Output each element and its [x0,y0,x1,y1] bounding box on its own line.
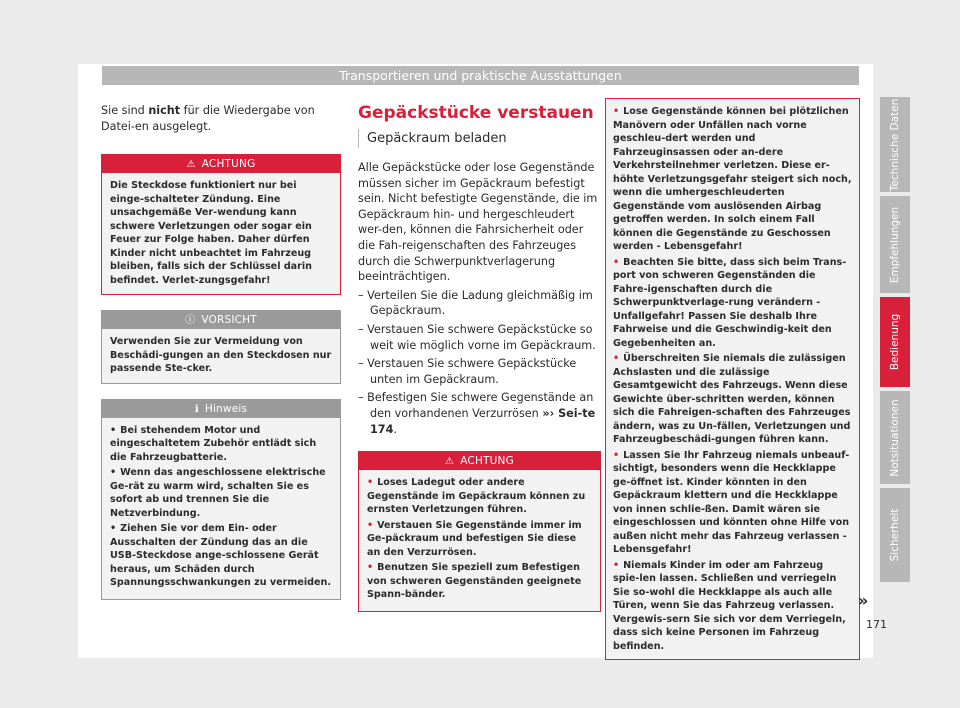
list-item: • Niemals Kinder im oder am Fahrzeug spie-len lassen. Schließen und verriegeln Sie so-wohl die Heckklappe als auch alle Türen, wenn Sie das Fahrzeug verlassen. Vergewis-sern Sie sich vor dem Verriegeln, dass sich keine Personen im Fahrzeug befinden. [613,559,846,652]
list-item: • Bei stehendem Motor und eingeschaltetem Zubehör entlädt sich die Fahrzeugbatterie. [110,424,317,463]
section-intro: Alle Gepäckstücke oder lose Gegenstände müssen sicher im Gepäckraum befestigt sein. Nicht befestigte Gegenstände, die im Gepäckraum hin- und hergeschleudert wer-den, können die Fahrsicherheit oder die Fah-reigenschaften des Fahrzeuges durch die Schwerpunktverlagerung beeinträchtigen. [358,161,598,284]
achtung-list [359,470,600,611]
list-item: • Loses Ladegut oder andere Gegenstände im Gepäckraum können zu ernsten Verletzungen führen. [367,477,586,516]
list-item: • Ziehen Sie vor dem Ein- oder Ausschalten der Zündung das an die USB-Steckdose ange-schlossene Gerät heraus, um Schäden durch Spannungsschwankungen zu vermeiden. [110,523,332,589]
note-icon: ℹ [194,403,199,415]
vorsicht-box [101,310,341,384]
vorsicht-label: VORSICHT [201,314,257,327]
tab-sicherheit[interactable]: Sicherheit [880,488,910,582]
page-number: 171 [866,618,887,631]
list-item: – Verstauen Sie schwere Gepäckstücke so weit wie möglich vorne im Gepäckraum. [358,322,596,352]
list-item: • Lose Gegenstände können bei plötzlichen Manövern oder Unfällen nach vorne geschleu-dert werden und Fahrzeuginsassen oder an-dere Verkehrsteilnehmer verletzen. Diese er-höhte Verletzungsgefahr steigert sich noch, wenn die umhergeschleuderten Gegenstände vom auslösenden Airbag getroffen werden. In solch einem Fall können die Gegenstände zu Geschossen werden - Lebensgefahr! [613,106,852,252]
hinweis-list [102,418,340,599]
vorsicht-text: Verwenden Sie zur Vermeidung von Beschädi-gungen an den Steckdosen nur passende Ste-cker. [102,329,340,383]
achtung-text: Die Steckdose funktioniert nur bei einge-schalteter Zündung. Eine unsachgemäße Ver-wendung kann schwere Verletzungen oder sogar ein Feuer zur Folge haben. Daher dürfen Kinder nicht unbeachtet im Fahrzeug bleiben, falls sich der Schlüssel darin befindet. Verlet-zungsgefahr! [102,173,340,294]
info-circle-icon: ⓘ [185,315,196,327]
continue-arrow-icon: » [858,591,869,610]
achtung-continued-box [605,98,860,660]
achtung-box [101,154,341,295]
tab-notsituationen[interactable]: Notsituationen [880,391,910,484]
list-item: • Lassen Sie Ihr Fahrzeug niemals unbeauf-sichtigt, besonders wenn die Heckklappe ge-öffnet ist. Kinder könnten in den Gepäckraum klettern und die Heckklappe von innen schlie-ßen. Damit wären sie eingeschlossen und könnten ohne Hilfe von außen nicht mehr das Fahrzeug verlassen - Lebensgefahr! [613,449,850,555]
hinweis-label: Hinweis [204,402,248,415]
list-item: – Verstauen Sie schwere Gepäckstücke unten im Gepäckraum. [358,357,577,386]
page-reference-link[interactable]: »› Sei-te 174 [370,406,596,436]
achtung-continued-list [606,99,859,659]
list-item: • Überschreiten Sie niemals die zulässigen Achslasten und die zulässige Gesamtgewicht des Fahrzeugs. Wenn diese Gewichte über-schritten werden, können sich die Fahreigen-schaften des Fahrzeuges ändern, was zu Un-fällen, Verletzungen und Fahrzeugbeschädi-gungen führen kann. [613,353,851,445]
list-item: – Befestigen Sie schwere Gegenstände an den vorhandenen Verzurrösen »› Sei-te 174. [358,391,596,436]
column-right [605,98,860,660]
tab-technische-daten[interactable]: Technische Daten [880,97,910,192]
hinweis-box [101,399,341,600]
intro-text: Sie sind nicht für die Wiedergabe von Datei-en ausgelegt. [101,104,315,133]
achtung-label: ACHTUNG [201,158,256,171]
warning-icon: ⚠ [186,159,196,171]
tab-bedienung[interactable]: Bedienung [880,297,910,387]
list-item: • Verstauen Sie Gegenstände immer im Ge-päckraum und befestigen Sie diese an den Verzurrösen. [367,519,582,558]
list-item: • Beachten Sie bitte, dass sich beim Trans-port von schweren Gegenständen die Fahre-igenschaften durch die Schwerpunktverlage-rung verändern - Unfallgefahr! Passen Sie deshalb Ihre Fahrweise und die Geschwindig-keit den Gegebenheiten an. [613,256,847,349]
column-middle [358,103,601,612]
achtung-label: ACHTUNG [460,455,514,468]
page-header: Transportieren und praktische Ausstattungen [102,66,859,85]
section-title: Gepäckstücke verstauen [358,103,594,123]
list-item: • Wenn das angeschlossene elektrische Ge-rät zu warm wird, schalten Sie es sofort ab und trennen Sie die Netzverbindung. [110,467,326,519]
warning-icon: ⚠ [445,456,455,468]
tab-empfehlungen[interactable]: Empfehlungen [880,196,910,293]
list-item: • Benutzen Sie speziell zum Befestigen von schweren Gegenständen geeignete Spann-bänder. [367,562,582,601]
column-left [101,103,341,600]
achtung-box-2 [358,451,601,612]
section-subtitle: Gepäckraum beladen [358,129,601,148]
list-item: – Verteilen Sie die Ladung gleichmäßig im Gepäckraum. [358,288,593,318]
